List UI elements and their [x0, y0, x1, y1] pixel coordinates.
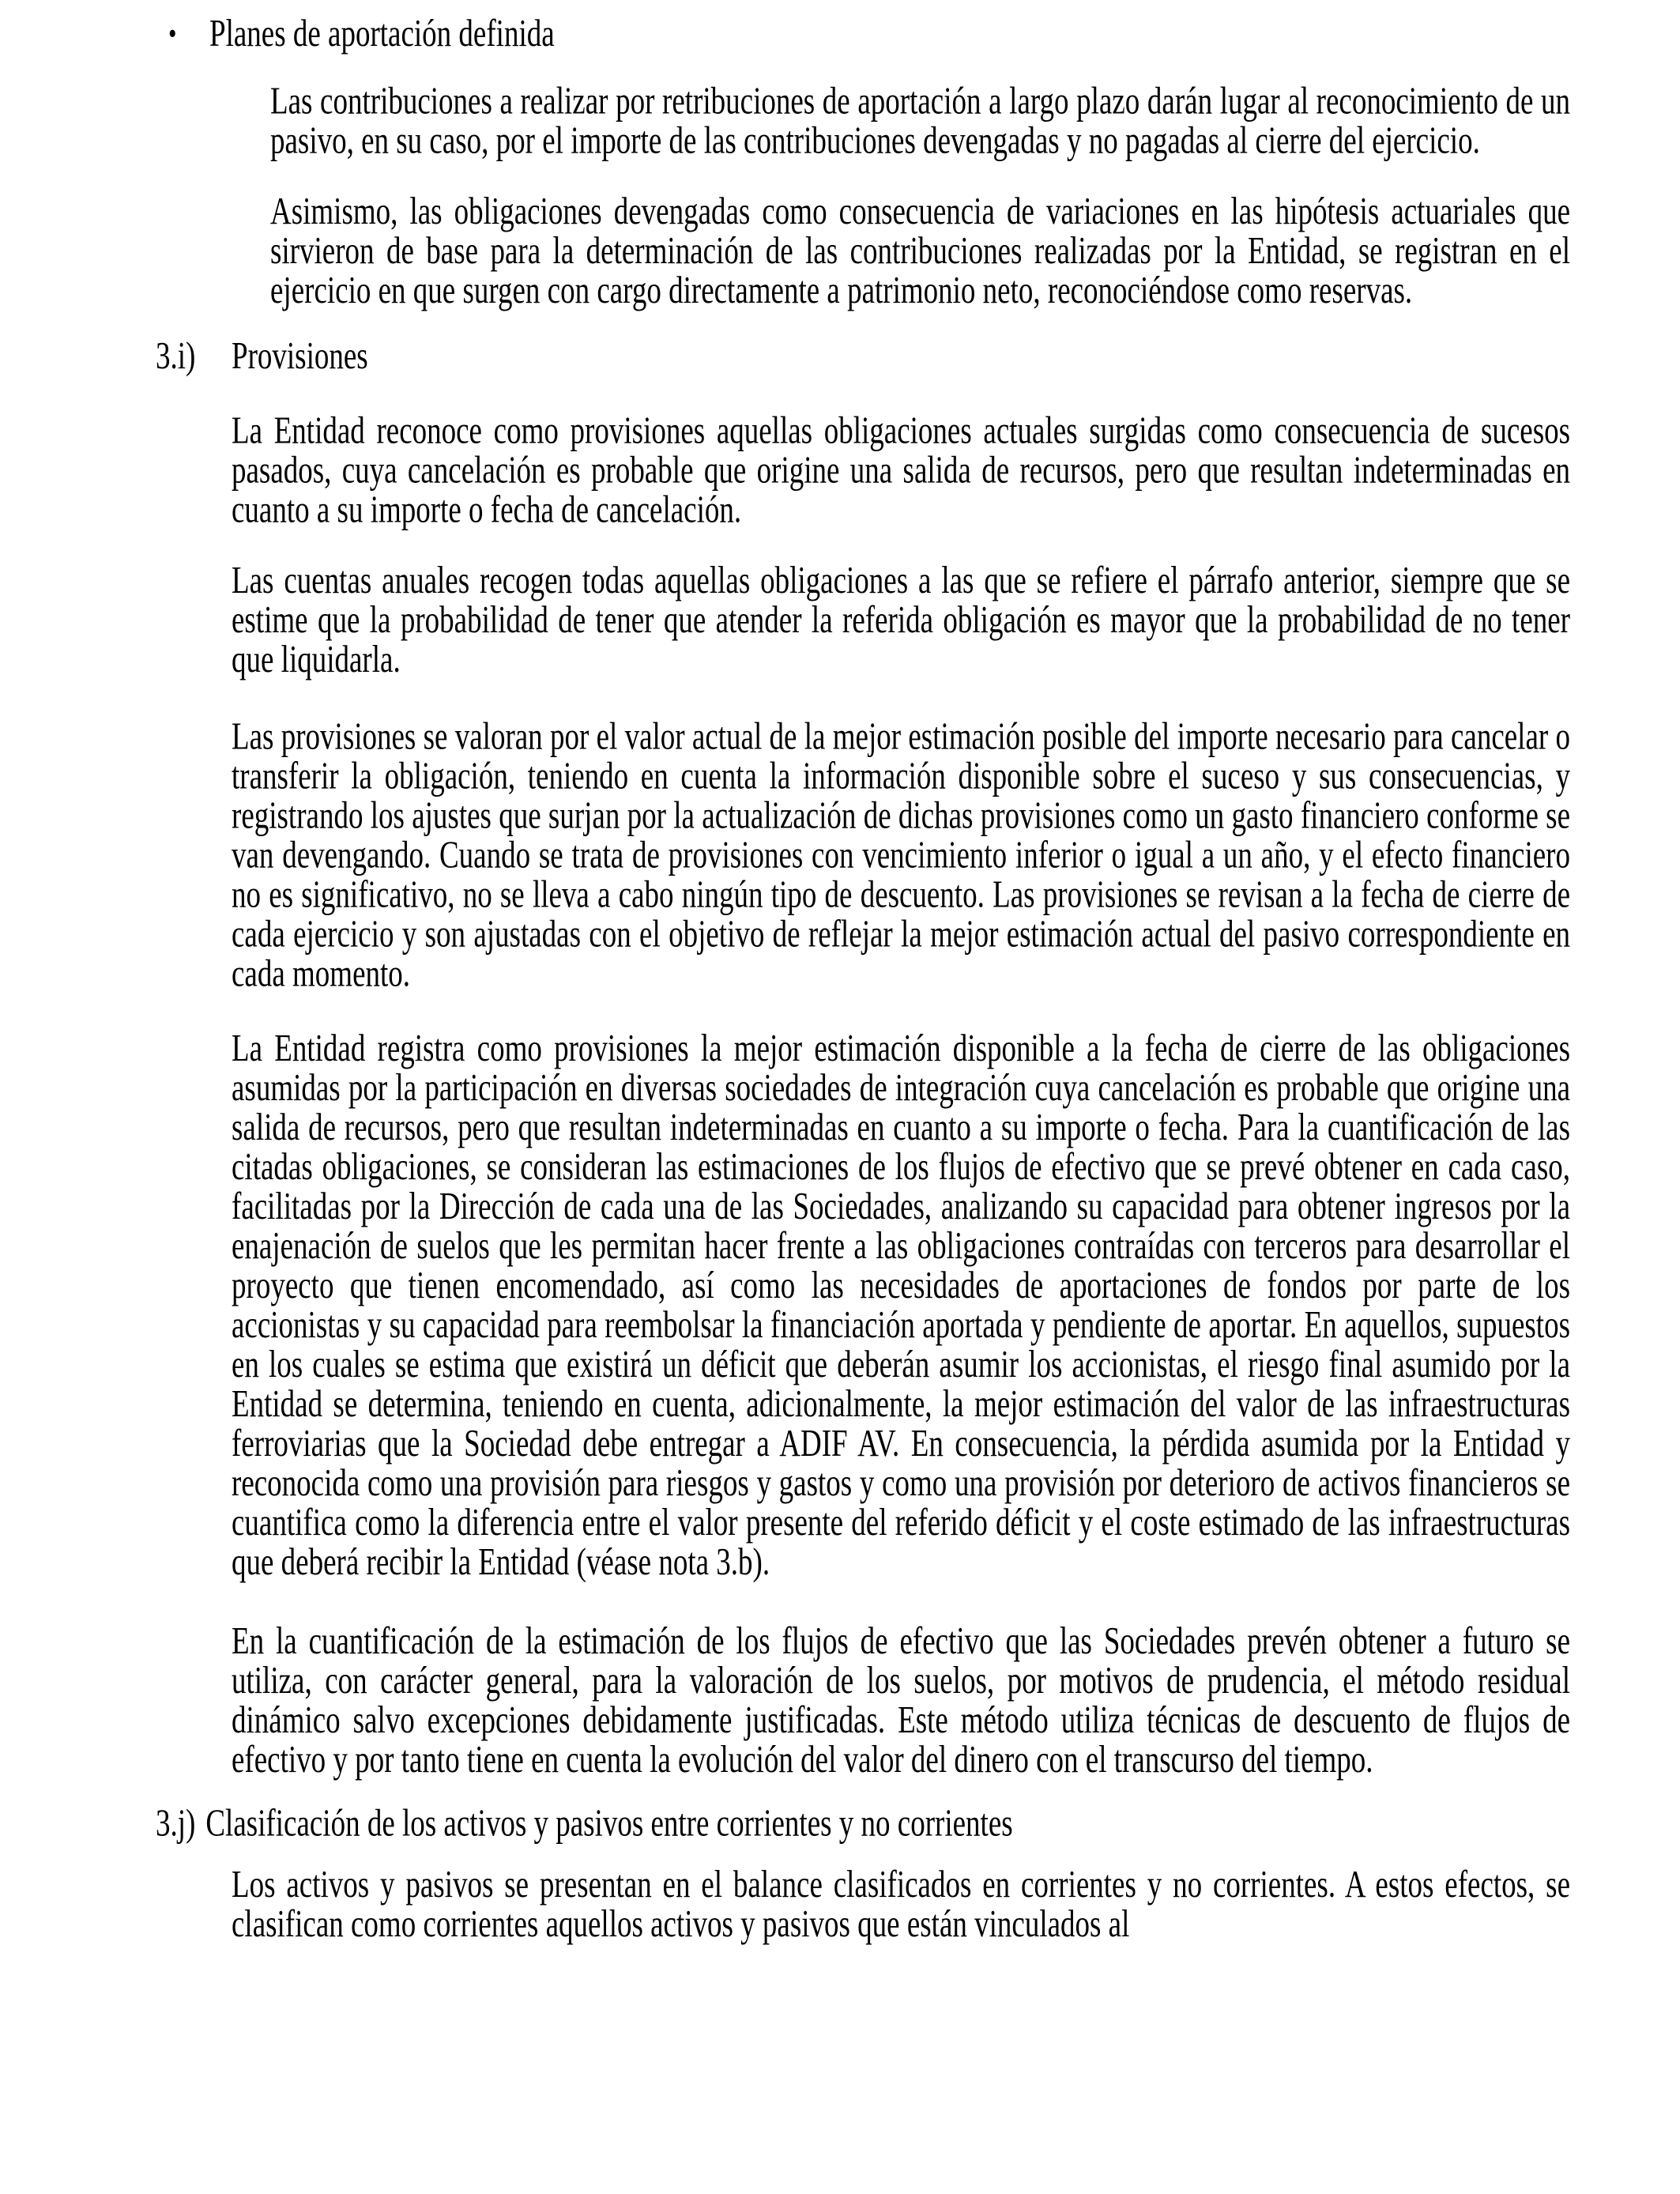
paragraph: Las contribuciones a realizar por retribuciones de aportación a largo plazo darán lugar al reconocimiento de un pasivo, en su caso, por el importe de las contribuciones devengadas y no pagadas al cierre del ejercicio. [270, 80, 1570, 163]
section-id: 3.j) [156, 1802, 196, 1845]
paragraph: La Entidad reconoce como provisiones aquellas obligaciones actuales surgidas como consecuencia de sucesos pasados, cuya cancelación es probable que origine una salida de recursos, pero que resultan indeterminadas en cuanto a su importe o fecha de cancelación. [232, 409, 1570, 532]
section-title: Provisiones [232, 334, 368, 378]
paragraph: Asimismo, las obligaciones devengadas como consecuencia de variaciones en las hipótesis actuariales que sirvieron de base para la determinación de las contribuciones realizadas por la Entidad, se registran en el ejercicio en que surgen con cargo directamente a patrimonio neto, reconociéndose como reservas. [270, 190, 1570, 312]
bullet-item-label: Planes de aportación definida [209, 12, 555, 55]
paragraph: En la cuantificación de la estimación de los flujos de efectivo que las Sociedades prevén obtener a futuro se utiliza, con carácter general, para la valoración de los suelos, por motivos de prudencia, el método residual dinámico salvo excepciones debidamente justificadas. Este método utiliza técnicas de descuento de flujos de efectivo y por tanto tiene en cuenta la evolución del valor del dinero con el transcurso del tiempo. [232, 1620, 1570, 1781]
paragraph: Las cuentas anuales recogen todas aquellas obligaciones a las que se refiere el párrafo anterior, siempre que se estime que la probabilidad de tener que atender la referida obligación es mayor que la probabilidad de no tener que liquidarla. [232, 559, 1570, 681]
section-heading [156, 1804, 1680, 1844]
section-heading [156, 334, 1680, 378]
section-title: Clasificación de los activos y pasivos entre corrientes y no corrientes [205, 1802, 1013, 1845]
paragraph: Las provisiones se valoran por el valor actual de la mejor estimación posible del importe necesario para cancelar o transferir la obligación, teniendo en cuenta la información disponible sobre el suceso y sus consecuencias, y registrando los ajustes que surjan por la actualización de dichas provisiones como un gasto financiero conforme se van devengando. Cuando se trata de provisiones con vencimiento inferior o igual a un año, y el efecto financiero no es significativo, no se lleva a cabo ningún tipo de descuento. Las provisiones se revisan a la fecha de cierre de cada ejercicio y son ajustadas con el objetivo de reflejar la mejor estimación actual del pasivo correspondiente en cada momento. [232, 715, 1570, 996]
bullet-item [168, 14, 1680, 54]
paragraph: La Entidad registra como provisiones la mejor estimación disponible a la fecha de cierre de las obligaciones asumidas por la participación en diversas sociedades de integración cuya cancelación es probable que origine una salida de recursos, pero que resultan indeterminadas en cuanto a su importe o fecha. Para la cuantificación de las citadas obligaciones, se consideran las estimaciones de los flujos de efectivo que se prevé obtener en cada caso, facilitadas por la Dirección de cada una de las Sociedades, analizando su capacidad para obtener ingresos por la enajenación de suelos que les permitan hacer frente a las obligaciones contraídas con terceros para desarrollar el proyecto que tienen encomendado, así como las necesidades de aportaciones de fondos por parte de los accionistas y su capacidad para reembolsar la financiación aportada y pendiente de aportar. En aquellos, supuestos en los cuales se estima que existirá un déficit que deberán asumir los accionistas, el riesgo final asumido por la Entidad se determina, teniendo en cuenta, adicionalmente, la mejor estimación del valor de las infraestructuras ferroviarias que la Sociedad debe entregar a ADIF AV. En consecuencia, la pérdida asumida por la Entidad y reconocida como una provisión para riesgos y gastos y como una provisión por deterioro de activos financieros se cuantifica como la diferencia entre el valor presente del referido déficit y el coste estimado de las infraestructuras que deberá recibir la Entidad (véase nota 3.b). [232, 1027, 1570, 1584]
bullet-icon: • [168, 17, 177, 51]
section-id: 3.i) [156, 334, 196, 378]
paragraph: Los activos y pasivos se presentan en el balance clasificados en corrientes y no corrientes. A estos efectos, se clasifican como corrientes aquellos activos y pasivos que están vinculados al [232, 1863, 1570, 1946]
